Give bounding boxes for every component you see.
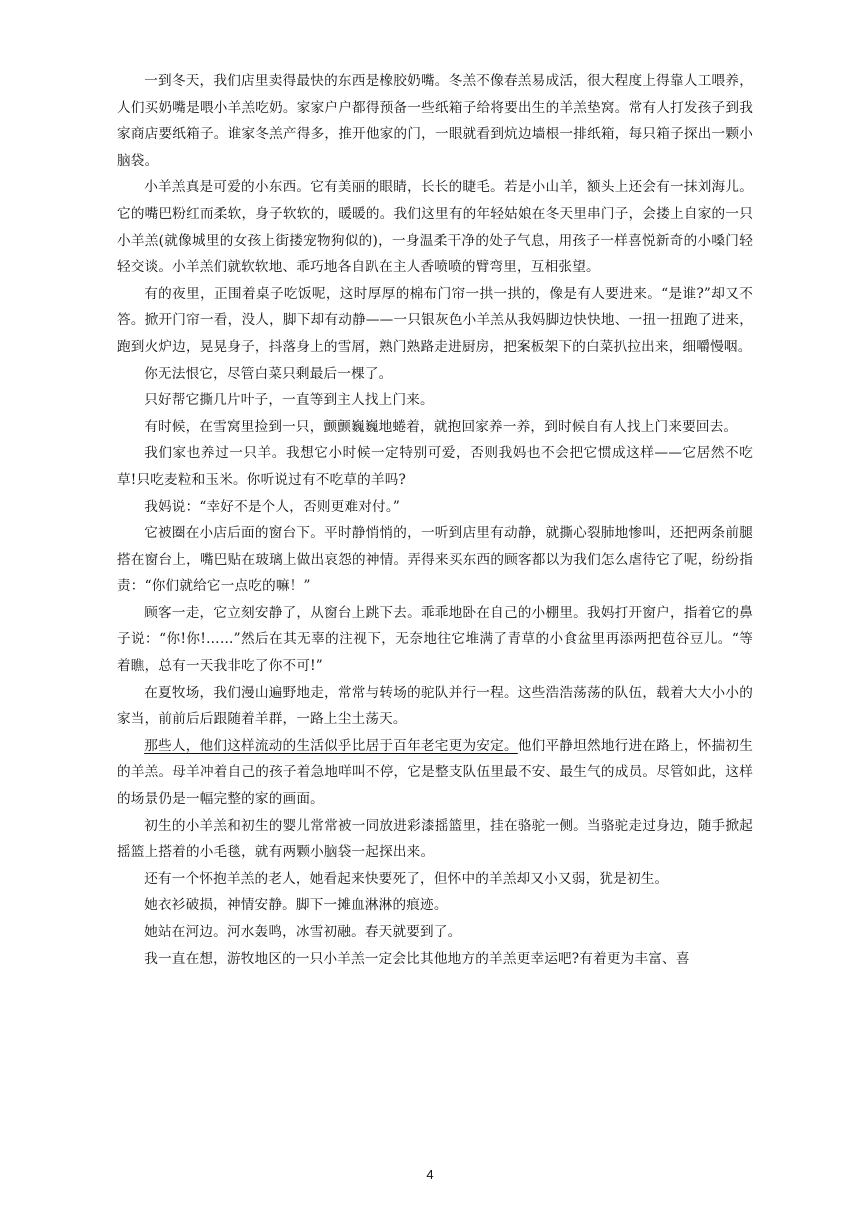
paragraph: 你无法恨它，尽管白菜只剩最后一棵了。 (144, 365, 393, 382)
underlined-sentence: 那些人，他们这样流动的生活似乎比居于百年老宅更为安定。 (144, 737, 518, 754)
paragraph: 它被圈在小店后面的窗台下。平时静悄悄的，一听到店里有动静，就撕心裂肺地惨叫，还把两条前腿搭在窗台上，嘴巴贴在玻璃上做出哀怨的神情。弄得来买东西的顾客都以为我们怎么虐待它了呢，纷纷指责：“你们就给它一点吃的嘛！” (117, 525, 753, 595)
article-body (117, 68, 753, 972)
paragraph: 我一直在想，游牧地区的一只小羊羔一定会比其他地方的羊羔更幸运吧?有着更为丰富、喜 (144, 950, 690, 967)
paragraph-with-underline (117, 733, 753, 813)
paragraph: 初生的小羊羔和初生的婴儿常常被一同放进彩漆摇篮里，挂在骆驼一侧。当骆驼走过身边，随手掀起摇篮上搭着的小毛毯，就有两颗小脑袋一起探出来。 (117, 817, 753, 861)
paragraph-text: 他们平静坦然地行进在路上，怀揣初生的羊羔。母羊冲着自己的孩子着急地咩叫不停，它是整支队伍里最不安、最生气的成员。尽管如此，这样的场景仍是一幅完整的家的画面。 (117, 737, 753, 808)
paragraph: 有时候，在雪窝里捡到一只，颤颤巍巍地蜷着，就抱回家养一养，到时候自有人找上门来要回去。 (144, 418, 738, 435)
paragraph: 一到冬天，我们店里卖得最快的东西是橡胶奶嘴。冬羔不像春羔易成活，很大程度上得靠人工喂养，人们买奶嘴是喂小羊羔吃奶。家家户户都得预备一些纸箱子给将要出生的羊羔垫窝。常有人打发孩子到我家商店要纸箱子。谁家冬羔产得多，推开他家的门，一眼就看到炕边墙根一排纸箱，每只箱子探出一颗小脑袋。 (117, 73, 753, 169)
paragraph: 只好帮它撕几片叶子，一直等到主人找上门来。 (144, 392, 434, 409)
paragraph: 我们家也养过一只羊。我想它小时候一定特别可爱，否则我妈也不会把它惯成这样——它居然不吃草!只吃麦粒和玉米。你听说过有不吃草的羊吗? (117, 445, 753, 488)
page-number: 4 (426, 1167, 434, 1182)
paragraph: 顾客一走，它立刻安静了，从窗台上跳下去。乖乖地卧在自己的小棚里。我妈打开窗户，指着它的鼻子说：“你!你!……”然后在其无辜的注视下，无奈地往它堆满了青草的小食盆里再添两把苞谷豆儿。“等着瞧，总有一天我非吃了你不可!” (117, 604, 753, 675)
paragraph: 在夏牧场，我们漫山遍野地走，常常与转场的驼队并行一程。这些浩浩荡荡的队伍，载着大大小小的家当，前前后后跟随着羊群，一路上尘土荡天。 (117, 684, 753, 728)
paragraph: 她站在河边。河水轰鸣，冰雪初融。春天就要到了。 (144, 924, 462, 940)
paragraph: 我妈说：“幸好不是个人，否则更难对付。” (144, 498, 400, 515)
paragraph: 有的夜里，正围着桌子吃饭呢，这时厚厚的棉布门帘一拱一拱的，像是有人要进来。“是谁?”却又不答。掀开门帘一看，没人，脚下却有动静——一只银灰色小羊羔从我妈脚边快快地、一扭一扭跑了进来，跑到火炉边，晃晃身子，抖落身上的雪屑，熟门熟路走进厨房，把案板架下的白菜扒拉出来，细嚼慢咽。 (117, 285, 753, 355)
paragraph: 还有一个怀抱羊羔的老人，她看起来快要死了，但怀中的羊羔却又小又弱，犹是初生。 (144, 870, 669, 887)
paragraph: 她衣衫破损，神情安静。脚下一摊血淋淋的痕迹。 (144, 897, 448, 914)
paragraph: 小羊羔真是可爱的小东西。它有美丽的眼睛，长长的睫毛。若是小山羊，额头上还会有一抹刘海儿。它的嘴巴粉红而柔软，身子软软的，暖暖的。我们这里有的年轻姑娘在冬天里串门子，会搂上自家的一只小羊羔(就像城里的女孩上街搂宠物狗似的)，一身温柔干净的处子气息，用孩子一样喜悦新奇的小嗓门轻轻交谈。小羊羔们就软软地、乖巧地各自趴在主人香喷喷的臂弯里，互相张望。 (117, 179, 753, 276)
